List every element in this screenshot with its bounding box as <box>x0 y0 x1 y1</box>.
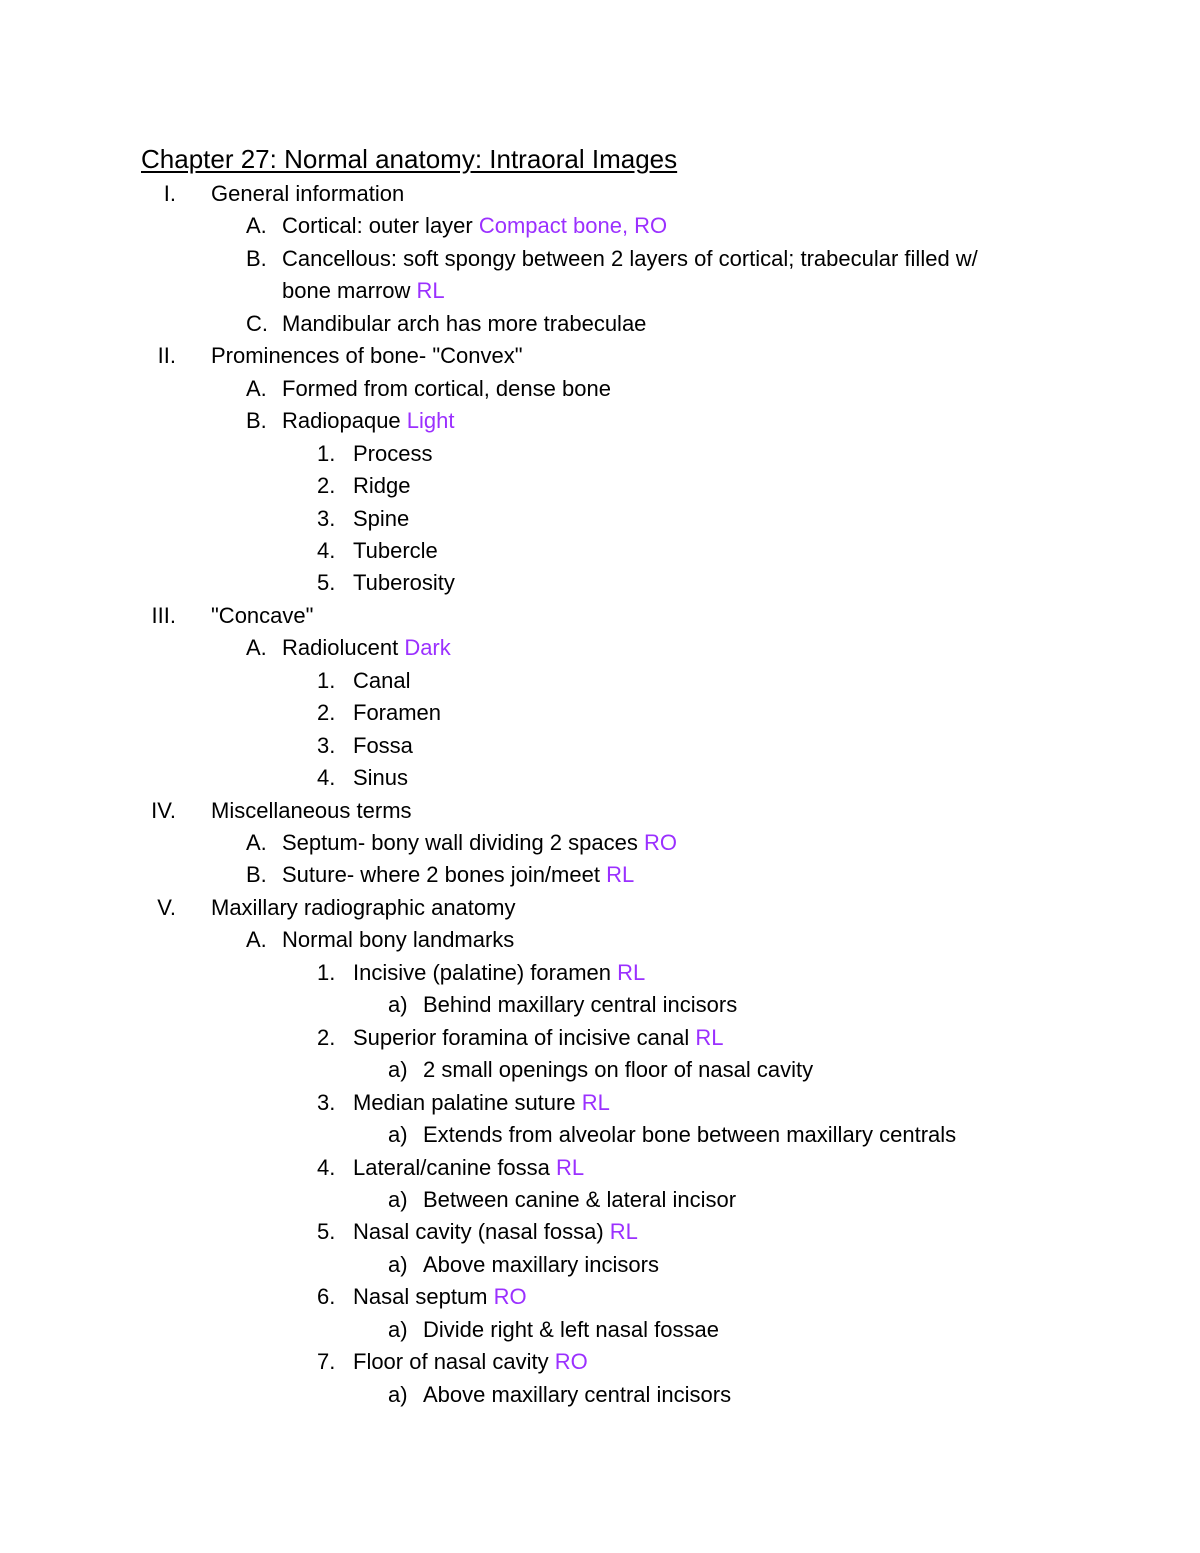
outline-marker: 7. <box>317 1349 336 1374</box>
outline-text: Nasal septum <box>353 1284 494 1309</box>
outline-marker: IV. <box>151 798 176 823</box>
outline-line <box>353 1154 584 1182</box>
outline-line <box>423 1056 813 1084</box>
outline-line <box>211 797 412 825</box>
outline-text: Formed from cortical, dense bone <box>282 376 611 401</box>
outline-line <box>282 926 514 954</box>
outline-text: Cortical: outer layer <box>282 213 479 238</box>
outline-marker: 3. <box>317 733 336 758</box>
outline-line <box>423 1316 719 1344</box>
outline-text: Between canine & lateral incisor <box>423 1187 737 1212</box>
outline-text: Floor of nasal cavity <box>353 1349 555 1374</box>
outline-line <box>353 1218 638 1246</box>
outline-line <box>282 212 667 240</box>
outline-line <box>282 375 611 403</box>
outline-text: Superior foramina of incisive canal <box>353 1025 696 1050</box>
outline-line <box>353 440 432 468</box>
outline-line <box>353 537 438 565</box>
outline-note: RL <box>695 1025 724 1050</box>
outline-marker: a) <box>388 1187 408 1212</box>
outline-marker: A. <box>246 213 267 238</box>
outline-text: Fossa <box>353 733 413 758</box>
outline-marker: A. <box>246 635 267 660</box>
outline-note: RL <box>609 1219 638 1244</box>
outline-text: Above maxillary central incisors <box>423 1382 732 1407</box>
outline-line <box>353 569 455 597</box>
outline-line <box>423 1186 736 1214</box>
outline-marker: 3. <box>317 506 336 531</box>
outline-text: bone marrow <box>282 278 417 303</box>
outline-marker: 2. <box>317 1025 336 1050</box>
outline-line <box>353 1283 527 1311</box>
outline-text: "Concave" <box>211 603 314 628</box>
outline-marker: V. <box>157 895 176 920</box>
outline-line <box>282 310 646 338</box>
outline-note: RL <box>581 1090 610 1115</box>
outline-text: General information <box>211 181 405 206</box>
outline-marker: 1. <box>317 441 336 466</box>
outline-text: Median palatine suture <box>353 1090 582 1115</box>
outline-line <box>353 764 408 792</box>
outline-text: Canal <box>353 668 411 693</box>
outline-note: RO <box>493 1284 527 1309</box>
outline-marker: C. <box>246 311 268 336</box>
outline-note: RL <box>617 960 646 985</box>
outline-text: Radiopaque <box>282 408 407 433</box>
outline-marker: B. <box>246 862 267 887</box>
outline-marker: a) <box>388 1057 408 1082</box>
outline-marker: 4. <box>317 1155 336 1180</box>
outline-text: Above maxillary incisors <box>423 1252 659 1277</box>
outline-line <box>282 861 634 889</box>
outline-marker: 1. <box>317 668 336 693</box>
outline-text: Mandibular arch has more trabeculae <box>282 311 647 336</box>
outline-note: RO <box>643 830 677 855</box>
outline-text: Tubercle <box>353 538 438 563</box>
outline-text: Suture- where 2 bones join/meet <box>282 862 607 887</box>
outline-marker: A. <box>246 830 267 855</box>
outline-marker: A. <box>246 376 267 401</box>
outline-text: Incisive (palatine) foramen <box>353 960 618 985</box>
outline-line <box>211 180 404 208</box>
outline-text: Divide right & left nasal fossae <box>423 1317 719 1342</box>
outline-note: Dark <box>404 635 451 660</box>
outline-marker: A. <box>246 927 267 952</box>
outline-line <box>423 991 737 1019</box>
outline-line <box>211 602 313 630</box>
outline-line <box>211 894 515 922</box>
outline-marker: I. <box>163 181 176 206</box>
outline-text: Sinus <box>353 765 409 790</box>
outline-text: Foramen <box>353 700 442 725</box>
outline-line <box>353 732 413 760</box>
outline-line <box>423 1121 956 1149</box>
outline-text: Behind maxillary central incisors <box>423 992 738 1017</box>
outline-marker: 5. <box>317 1219 336 1244</box>
outline-text: Miscellaneous terms <box>211 798 412 823</box>
outline-line <box>282 277 445 305</box>
outline-text: Spine <box>353 506 410 531</box>
outline-line <box>353 667 410 695</box>
outline-marker: a) <box>388 1122 408 1147</box>
page-title: Chapter 27: Normal anatomy: Intraoral Images <box>141 144 678 174</box>
outline-text: Maxillary radiographic anatomy <box>211 895 516 920</box>
outline-marker: 3. <box>317 1090 336 1115</box>
outline-marker: 4. <box>317 765 336 790</box>
outline-text: Tuberosity <box>353 570 455 595</box>
outline-marker: 1. <box>317 960 336 985</box>
outline-note: RO <box>554 1349 588 1374</box>
outline-text: Radiolucent <box>282 635 405 660</box>
outline-marker: 2. <box>317 473 336 498</box>
outline-text: 2 small openings on floor of nasal cavity <box>423 1057 814 1082</box>
outline-marker: II. <box>157 343 176 368</box>
outline-line <box>282 407 455 435</box>
outline-line <box>353 1089 610 1117</box>
outline-text: Ridge <box>353 473 411 498</box>
outline-line <box>353 699 441 727</box>
outline-note: Compact bone, RO <box>478 213 668 238</box>
outline-text: Septum- bony wall dividing 2 spaces <box>282 830 644 855</box>
outline-line <box>282 829 677 857</box>
outline-line <box>353 1348 588 1376</box>
outline-text: Process <box>353 441 433 466</box>
outline-text: Lateral/canine fossa <box>353 1155 557 1180</box>
outline-marker: 4. <box>317 538 336 563</box>
outline-marker: III. <box>151 603 176 628</box>
outline-line <box>423 1381 731 1409</box>
outline-note: RL <box>416 278 445 303</box>
outline-marker: B. <box>246 246 267 271</box>
outline-text: Prominences of bone- "Convex" <box>211 343 523 368</box>
outline-marker: 6. <box>317 1284 336 1309</box>
outline-note: RL <box>606 862 635 887</box>
outline-text: Normal bony landmarks <box>282 927 515 952</box>
outline-line <box>282 245 978 273</box>
outline-text: Cancellous: soft spongy between 2 layers of cortical; trabecular filled w/ <box>282 246 978 271</box>
outline-marker: 2. <box>317 700 336 725</box>
outline-line <box>423 1251 659 1279</box>
outline-line <box>353 1024 724 1052</box>
outline-note: Light <box>406 408 455 433</box>
outline-line <box>353 959 645 987</box>
outline-line <box>353 505 409 533</box>
outline-marker: a) <box>388 1317 408 1342</box>
outline-marker: a) <box>388 992 408 1017</box>
outline-text: Extends from alveolar bone between maxillary centrals <box>423 1122 957 1147</box>
outline-note: RL <box>556 1155 585 1180</box>
outline-line <box>211 342 523 370</box>
outline-marker: a) <box>388 1382 408 1407</box>
outline-marker: a) <box>388 1252 408 1277</box>
outline-marker: 5. <box>317 570 336 595</box>
outline-text: Nasal cavity (nasal fossa) <box>353 1219 610 1244</box>
outline-line <box>353 472 410 500</box>
outline-line <box>282 634 451 662</box>
outline-marker: B. <box>246 408 267 433</box>
